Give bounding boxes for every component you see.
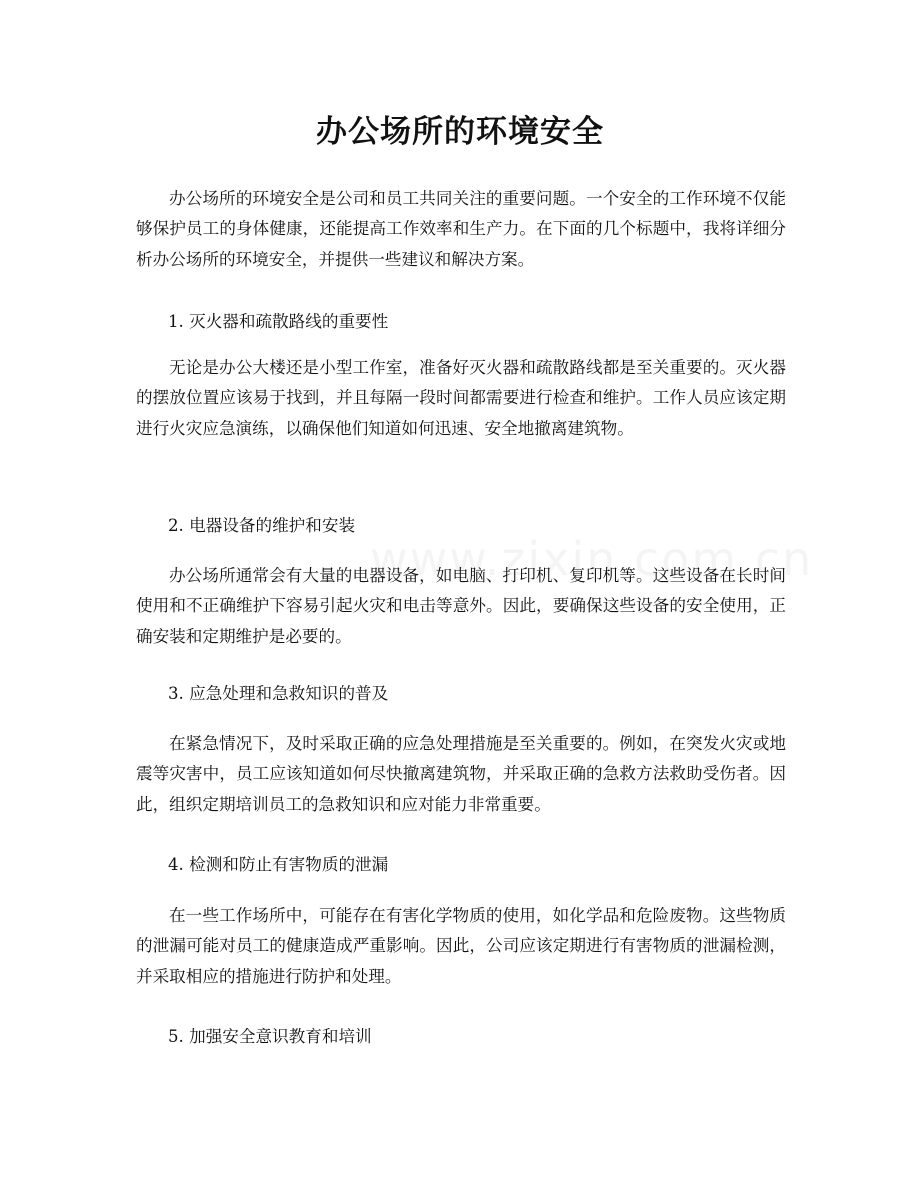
section-body-2: 办公场所通常会有大量的电器设备，如电脑、打印机、复印机等。这些设备在长时间使用和不正确维护下容易引起火灾和电击等意外。因此，要确保这些设备的安全使用，正确安装和定期维护是必要的。 [136,566,786,646]
intro-paragraph: 办公场所的环境安全是公司和员工共同关注的重要问题。一个安全的工作环境不仅能够保护员工的身体健康，还能提高工作效率和生产力。在下面的几个标题中，我将详细分析办公场所的环境安全，并提供一些建议和解决方案。 [136,189,786,269]
section-heading-1: 1. 灭火器和疏散路线的重要性 [168,312,389,331]
section-body-3: 在紧急情况下，及时采取正确的应急处理措施是至关重要的。例如，在突发火灾或地震等灾害中，员工应该知道如何尽快撤离建筑物，并采取正确的急救方法救助受伤者。因此，组织定期培训员工的急救知识和应对能力非常重要。 [136,734,786,814]
section-body-1: 无论是办公大楼还是小型工作室，准备好灭火器和疏散路线都是至关重要的。灭火器的摆放位置应该易于找到，并且每隔一段时间都需要进行检查和维护。工作人员应该定期进行火灾应急演练，以确保他们知道如何迅速、安全地撤离建筑物。 [136,358,786,438]
section-heading-5: 5. 加强安全意识教育和培训 [168,1027,372,1046]
section-heading-2: 2. 电器设备的维护和安装 [168,516,356,535]
section-body-4: 在一些工作场所中，可能存在有害化学物质的使用，如化学品和危险废物。这些物质的泄漏可能对员工的健康造成严重影响。因此，公司应该定期进行有害物质的泄漏检测，并采取相应的措施进行防护和处理。 [136,906,786,986]
section-heading-4: 4. 检测和防止有害物质的泄漏 [168,855,389,874]
page-title: 办公场所的环境安全 [316,114,604,150]
section-heading-3: 3. 应急处理和急救知识的普及 [168,684,389,703]
